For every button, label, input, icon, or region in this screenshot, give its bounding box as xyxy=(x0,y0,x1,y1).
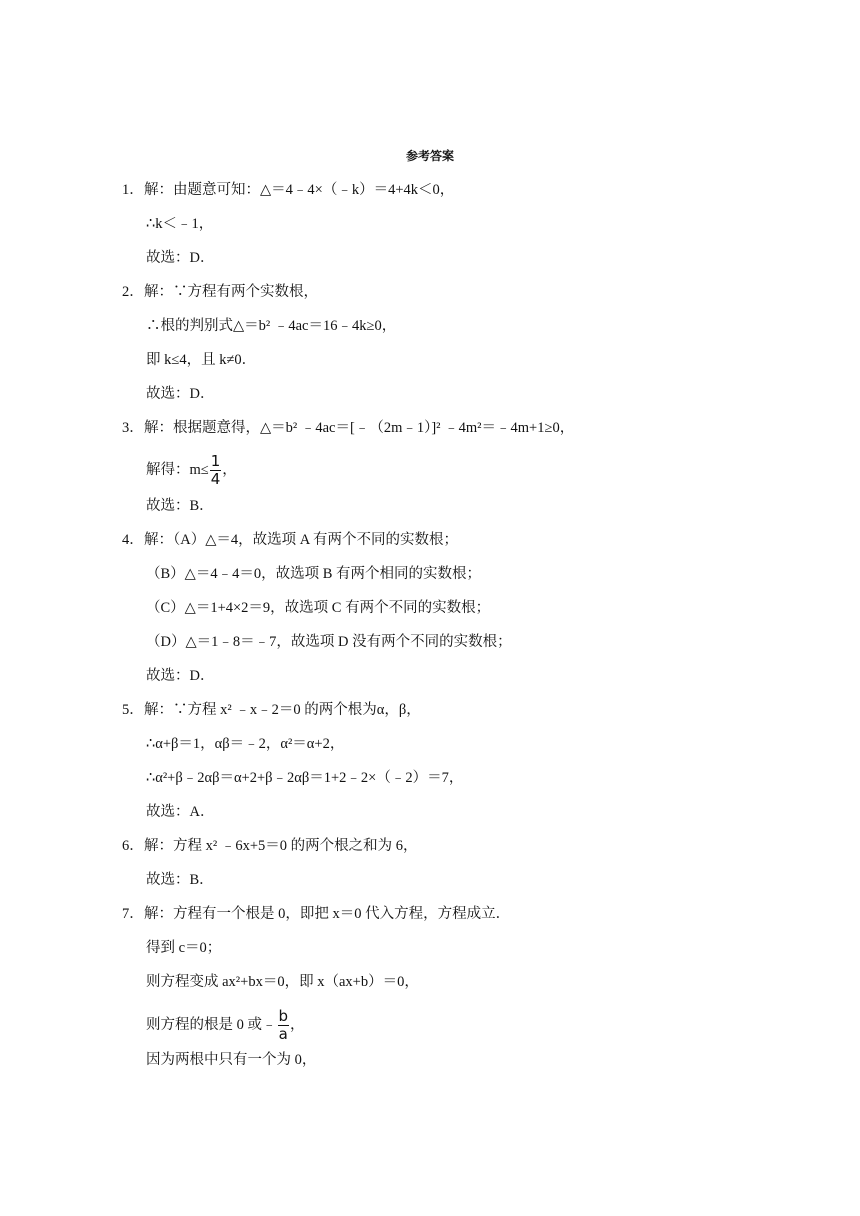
line-text: 解：∵方程有两个实数根， xyxy=(144,284,318,300)
answer-line xyxy=(146,972,419,992)
answer-line xyxy=(146,632,512,652)
line-text: ∴k＜﹣1， xyxy=(146,216,214,232)
question-number: 2． xyxy=(122,284,144,300)
answer-line xyxy=(146,384,214,404)
line-text: ∴α+β＝1，αβ＝﹣2，α²＝α+2， xyxy=(146,736,345,752)
line-text: ， xyxy=(222,461,237,478)
line-text: 解得：m≤ xyxy=(146,461,209,478)
answer-line xyxy=(146,938,221,958)
answer-line xyxy=(146,802,214,822)
question-number: 6． xyxy=(122,838,144,854)
line-text: 解：方程 x² ﹣6x+5＝0 的两个根之和为 6， xyxy=(144,838,418,854)
answer-line xyxy=(146,1008,305,1043)
line-text: ， xyxy=(290,1016,305,1033)
answer-line xyxy=(146,564,481,584)
answer-line xyxy=(122,904,510,924)
line-text: 因为两根中只有一个为 0， xyxy=(146,1052,317,1068)
page-title: 参考答案 xyxy=(405,149,454,163)
fraction-numerator: b xyxy=(278,1007,289,1025)
answer-line xyxy=(146,214,213,234)
question-number: 3． xyxy=(122,420,144,436)
question-number: 4． xyxy=(122,532,144,548)
answer-line xyxy=(146,734,344,754)
fraction-numerator: 1 xyxy=(210,452,221,470)
answer-line xyxy=(122,530,458,550)
fraction-denominator: a xyxy=(278,1025,288,1043)
line-text: 解：根据题意得，△＝b² ﹣4ac＝[﹣（2m﹣1）]² ﹣4m²＝﹣4m+1≥0， xyxy=(144,420,575,436)
answer-line xyxy=(146,666,214,686)
answer-line xyxy=(146,316,396,336)
line-text: 解：（A）△＝4，故选项 A 有两个不同的实数根； xyxy=(144,532,459,548)
answer-line xyxy=(122,282,318,302)
answer-line xyxy=(146,496,214,516)
answer-line xyxy=(122,418,574,438)
line-text: ∴根的判别式△＝b² ﹣4ac＝16﹣4k≥0， xyxy=(146,318,397,334)
fraction xyxy=(278,1008,290,1043)
line-text: （C）△＝1+4×2＝9，故选项 C 有两个不同的实数根； xyxy=(146,600,491,616)
line-text: （D）△＝1﹣8＝﹣7，故选项 D 没有两个不同的实数根； xyxy=(146,634,512,650)
line-text: 故选：B． xyxy=(146,872,214,888)
answer-line xyxy=(146,870,214,890)
question-number: 1． xyxy=(122,182,144,198)
line-text: 即 k≤4，且 k≠0． xyxy=(146,352,257,368)
line-text: ∴α²+β﹣2αβ＝α+2+β﹣2αβ＝1+2﹣2×（﹣2）＝7， xyxy=(146,770,464,786)
fraction-denominator: 4 xyxy=(210,470,221,488)
line-text: 故选：D． xyxy=(146,250,215,266)
answer-line xyxy=(122,700,421,720)
line-text: 故选：A． xyxy=(146,804,215,820)
fraction xyxy=(210,453,222,488)
line-text: 故选：B． xyxy=(146,498,214,514)
line-text: 则方程变成 ax²+bx＝0，即 x（ax+b）＝0， xyxy=(146,974,419,990)
line-text: 解：方程有一个根是 0，即把 x＝0 代入方程，方程成立． xyxy=(144,906,511,922)
line-text: 解：∵方程 x² ﹣x﹣2＝0 的两个根为α，β， xyxy=(144,702,421,718)
line-text: 得到 c＝0； xyxy=(146,940,222,956)
line-text: 故选：D． xyxy=(146,668,215,684)
answer-line xyxy=(146,1050,316,1070)
answer-line xyxy=(146,248,214,268)
answer-line xyxy=(146,598,490,618)
line-text: （B）△＝4﹣4＝0，故选项 B 有两个相同的实数根； xyxy=(146,566,481,582)
answer-line xyxy=(122,180,454,200)
line-text: 解：由题意可知：△＝4﹣4×（﹣k）＝4+4k＜0， xyxy=(144,182,455,198)
question-number: 7． xyxy=(122,906,144,922)
answer-line xyxy=(146,453,237,488)
answer-line xyxy=(146,768,463,788)
question-number: 5． xyxy=(122,702,144,718)
line-text: 故选：D． xyxy=(146,386,215,402)
line-text: 则方程的根是 0 或﹣ xyxy=(146,1016,277,1033)
answer-line xyxy=(122,836,418,856)
answer-line xyxy=(146,350,256,370)
